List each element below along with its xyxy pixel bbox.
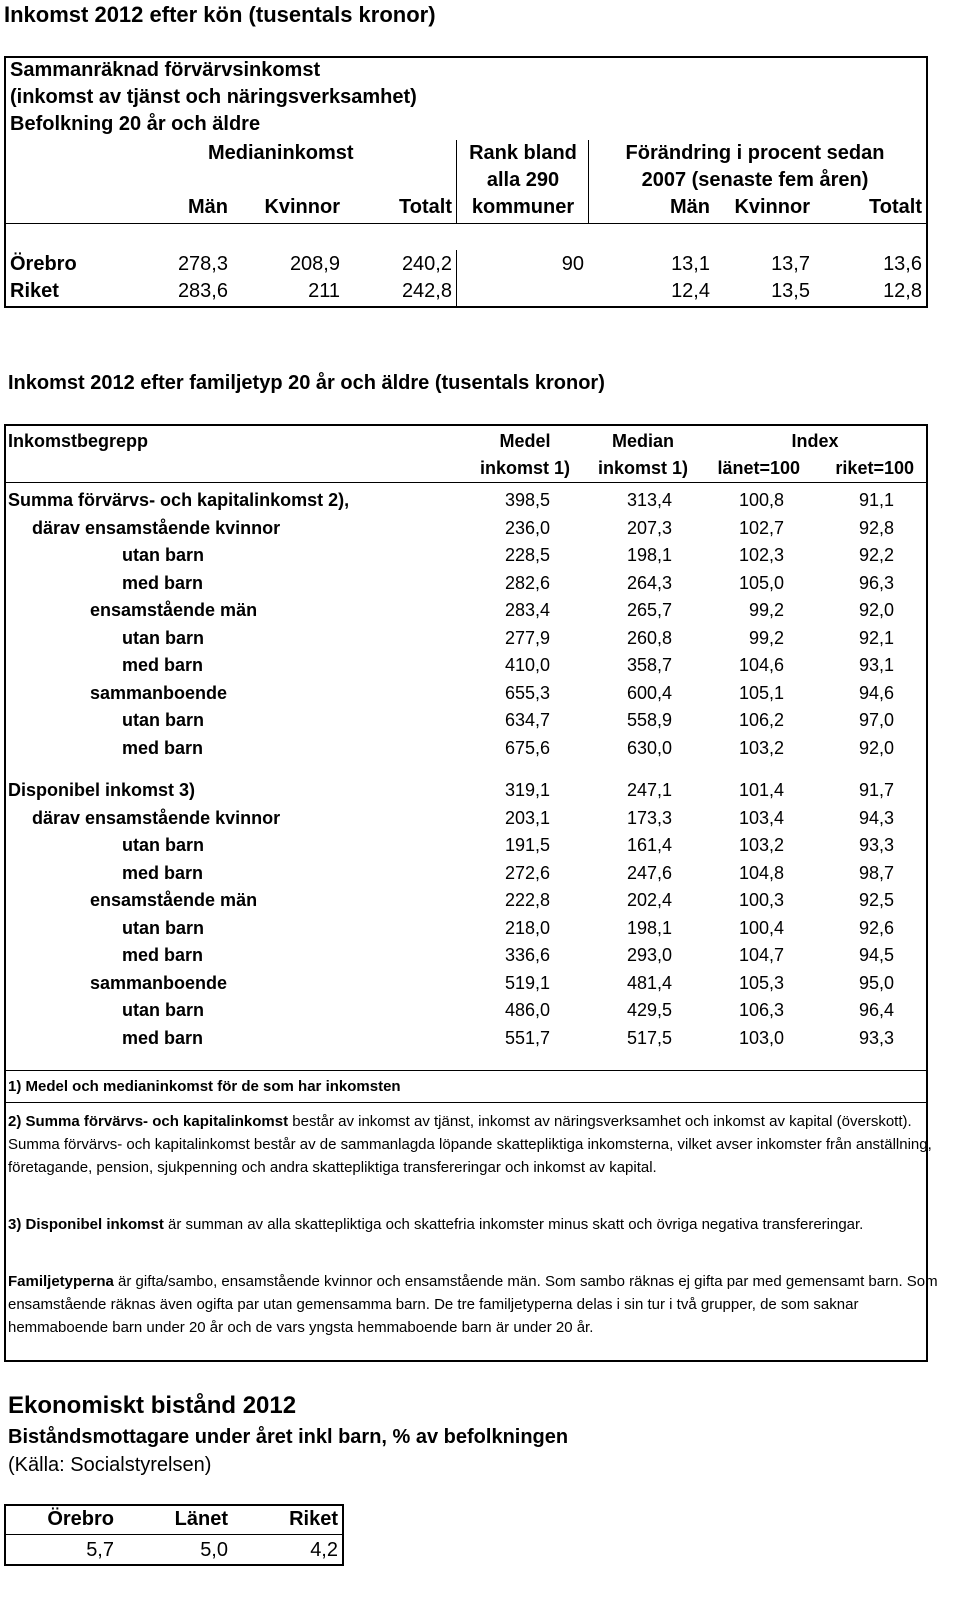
cell-index-lanet: 99,2 bbox=[748, 627, 784, 648]
footnote-3-text: är summan av alla skattepliktiga och skattefria inkomster minus skatt och övriga negativa transfereringar. bbox=[163, 1216, 864, 1233]
cell-median: 264,3 bbox=[626, 572, 672, 593]
cell-kvinnor: 208,9 bbox=[289, 253, 340, 275]
cell-medel: 486,0 bbox=[504, 1000, 550, 1020]
cell-index-lanet: 104,7 bbox=[738, 945, 784, 965]
table-row bbox=[0, 1000, 960, 1028]
cell-medel: 228,5 bbox=[504, 545, 550, 565]
cell-medel: 222,8 bbox=[504, 890, 550, 910]
cell-change-kvinnor: 13,7 bbox=[771, 253, 810, 275]
table-row bbox=[0, 738, 960, 766]
table-row bbox=[0, 1028, 960, 1056]
table-row bbox=[0, 545, 960, 573]
table-row bbox=[0, 973, 960, 1001]
row-label: med barn bbox=[122, 572, 204, 593]
change-header-2: 2007 (senaste fem åren) bbox=[641, 169, 869, 191]
table-row bbox=[0, 863, 960, 891]
cell-index-riket: 93,3 bbox=[858, 835, 894, 855]
row-label: utan barn bbox=[122, 627, 205, 648]
cell-medel: 272,6 bbox=[504, 862, 550, 883]
cell-median: 630,0 bbox=[626, 737, 672, 758]
cell-median: 265,7 bbox=[626, 600, 672, 620]
table-row bbox=[0, 253, 960, 281]
row-label: utan barn bbox=[122, 710, 205, 730]
section-title-bistand: Ekonomiskt bistånd 2012 bbox=[8, 1392, 297, 1419]
cell-index-lanet: 106,3 bbox=[738, 1000, 784, 1020]
cell-index-riket: 92,2 bbox=[858, 545, 894, 565]
bistand-header-orebro: Örebro bbox=[47, 1508, 114, 1530]
cell-medel: 634,7 bbox=[504, 710, 550, 730]
footnote-1: 1) Medel och medianinkomst för de som har inkomsten bbox=[8, 1078, 401, 1095]
cell-index-lanet: 103,2 bbox=[738, 737, 784, 758]
cell-kvinnor: 211 bbox=[308, 280, 340, 302]
row-label: sammanboende bbox=[90, 972, 228, 993]
cell-median: 481,4 bbox=[626, 972, 672, 993]
cell-man: 278,3 bbox=[177, 253, 228, 275]
cell-medel: 551,7 bbox=[504, 1027, 550, 1048]
cell-median: 161,4 bbox=[626, 835, 672, 855]
cell-index-riket: 91,7 bbox=[858, 780, 894, 800]
cell-rank: 90 bbox=[561, 253, 584, 275]
col-lanet: länet=100 bbox=[717, 458, 800, 478]
footnote-4-term: Familjetyperna bbox=[8, 1273, 114, 1290]
footnote-2-text: består av inkomst av tjänst, inkomst av näringsverksamhet och inkomst av kapital (överskott). Summa förvärvs- och kapitalinkomst består av de sammanlagda löpande skattepliktiga inkomsterna, vilket avser inkomster från anställning, företagande, pension, sjukpenning och andra skattepliktiga transfereringar och inkomst av kapital. bbox=[8, 1113, 932, 1176]
row-label: utan barn bbox=[122, 835, 205, 855]
col-median-2: inkomst 1) bbox=[597, 458, 689, 478]
cell-index-riket: 94,6 bbox=[858, 682, 894, 703]
cell-medel: 336,6 bbox=[504, 945, 550, 965]
table-row bbox=[0, 780, 960, 808]
table1-heading-line1: Sammanräknad förvärvsinkomst bbox=[10, 59, 321, 81]
cell-index-lanet: 100,8 bbox=[738, 490, 784, 510]
cell-index-riket: 93,3 bbox=[858, 1027, 894, 1048]
cell-median: 173,3 bbox=[626, 807, 672, 828]
median-group-header: Medianinkomst bbox=[208, 142, 354, 164]
table-row bbox=[0, 655, 960, 683]
cell-totalt: 242,8 bbox=[401, 280, 452, 302]
cell-index-riket: 91,1 bbox=[858, 490, 894, 510]
table-row bbox=[0, 835, 960, 863]
cell-medel: 675,6 bbox=[504, 737, 550, 758]
cell-index-lanet: 103,0 bbox=[738, 1027, 784, 1048]
cell-medel: 277,9 bbox=[504, 627, 550, 648]
rank-header-1: Rank bland bbox=[469, 142, 577, 164]
cell-index-riket: 92,1 bbox=[858, 627, 894, 648]
cell-median: 247,1 bbox=[626, 780, 672, 800]
table1-heading-line3: Befolkning 20 år och äldre bbox=[10, 113, 261, 135]
footnote-2 bbox=[8, 1110, 948, 1179]
cell-index-lanet: 102,7 bbox=[738, 517, 784, 538]
cell-medel: 218,0 bbox=[504, 917, 550, 938]
cell-index-riket: 92,5 bbox=[858, 890, 894, 910]
bistand-value-lanet: 5,0 bbox=[200, 1539, 228, 1561]
table-row bbox=[0, 890, 960, 918]
cell-index-riket: 94,5 bbox=[858, 945, 894, 965]
cell-medel: 319,1 bbox=[504, 780, 550, 800]
cell-medel: 236,0 bbox=[504, 517, 550, 538]
row-label: utan barn bbox=[122, 1000, 205, 1020]
cell-median: 207,3 bbox=[626, 517, 672, 538]
row-label: med barn bbox=[122, 655, 204, 675]
cell-index-lanet: 105,1 bbox=[738, 682, 784, 703]
cell-index-riket: 92,6 bbox=[858, 917, 894, 938]
col-inkomstbegrepp: Inkomstbegrepp bbox=[8, 431, 149, 451]
cell-index-lanet: 105,3 bbox=[738, 972, 784, 993]
section-subtitle-bistand: Biståndsmottagare under året inkl barn, % av befolkningen bbox=[8, 1426, 569, 1448]
col-kvinnor: Kvinnor bbox=[264, 196, 340, 218]
col-totalt: Totalt bbox=[399, 196, 452, 218]
cell-index-riket: 93,1 bbox=[858, 655, 894, 675]
cell-index-riket: 95,0 bbox=[858, 972, 894, 993]
cell-index-lanet: 103,4 bbox=[738, 807, 784, 828]
cell-index-riket: 97,0 bbox=[858, 710, 894, 730]
footnote-3 bbox=[8, 1213, 948, 1236]
cell-index-lanet: 104,8 bbox=[738, 862, 784, 883]
row-label: Disponibel inkomst 3) bbox=[8, 780, 196, 800]
col-medel-2: inkomst 1) bbox=[479, 458, 571, 478]
cell-median: 247,6 bbox=[626, 862, 672, 883]
table-row bbox=[0, 710, 960, 738]
col-kvinnor-change: Kvinnor bbox=[734, 196, 810, 218]
cell-medel: 655,3 bbox=[504, 682, 550, 703]
cell-index-riket: 96,4 bbox=[858, 1000, 894, 1020]
cell-change-totalt: 12,8 bbox=[883, 280, 922, 302]
row-label: Summa förvärvs- och kapitalinkomst 2), bbox=[8, 490, 350, 510]
row-label: därav ensamstående kvinnor bbox=[32, 517, 281, 538]
cell-medel: 203,1 bbox=[504, 807, 550, 828]
bistand-value-orebro: 5,7 bbox=[86, 1539, 114, 1561]
col-medel-1: Medel bbox=[499, 431, 551, 451]
row-label: sammanboende bbox=[90, 682, 228, 703]
cell-index-lanet: 106,2 bbox=[738, 710, 784, 730]
row-label: med barn bbox=[122, 737, 204, 758]
cell-index-riket: 92,8 bbox=[858, 517, 894, 538]
col-man: Män bbox=[188, 196, 228, 218]
cell-median: 358,7 bbox=[626, 655, 672, 675]
col-riket: riket=100 bbox=[835, 458, 914, 478]
cell-medel: 410,0 bbox=[504, 655, 550, 675]
row-label: Örebro bbox=[10, 253, 77, 275]
cell-median: 558,9 bbox=[626, 710, 672, 730]
cell-median: 429,5 bbox=[626, 1000, 672, 1020]
row-label: med barn bbox=[122, 1027, 204, 1048]
table-row bbox=[0, 683, 960, 711]
col-index: Index bbox=[791, 431, 839, 451]
cell-medel: 191,5 bbox=[504, 835, 550, 855]
rank-header-3: kommuner bbox=[471, 196, 575, 218]
col-totalt-change: Totalt bbox=[869, 196, 922, 218]
table-row bbox=[0, 945, 960, 973]
row-label: med barn bbox=[122, 862, 204, 883]
table-row bbox=[0, 573, 960, 601]
cell-medel: 519,1 bbox=[504, 972, 550, 993]
cell-median: 202,4 bbox=[626, 890, 672, 910]
row-label: utan barn bbox=[122, 917, 205, 938]
row-label: Riket bbox=[10, 280, 59, 302]
cell-index-lanet: 102,3 bbox=[738, 545, 784, 565]
cell-index-lanet: 103,2 bbox=[738, 835, 784, 855]
page-title: Inkomst 2012 efter kön (tusentals kronor) bbox=[4, 2, 436, 27]
cell-median: 260,8 bbox=[626, 627, 672, 648]
row-label: ensamstående män bbox=[90, 600, 258, 620]
col-median-1: Median bbox=[611, 431, 674, 451]
cell-index-riket: 92,0 bbox=[858, 737, 894, 758]
row-label: med barn bbox=[122, 945, 204, 965]
cell-index-lanet: 101,4 bbox=[738, 780, 784, 800]
change-header-1: Förändring i procent sedan bbox=[625, 142, 885, 164]
footnote-3-term: 3) Disponibel inkomst bbox=[8, 1216, 164, 1233]
cell-index-riket: 94,3 bbox=[858, 807, 894, 828]
footnote-2-term: 2) Summa förvärvs- och kapitalinkomst bbox=[8, 1113, 289, 1130]
row-label: ensamstående män bbox=[90, 890, 258, 910]
cell-median: 198,1 bbox=[626, 545, 672, 565]
cell-medel: 283,4 bbox=[504, 600, 550, 620]
table-row bbox=[0, 628, 960, 656]
cell-totalt: 240,2 bbox=[401, 253, 452, 275]
bistand-header-riket: Riket bbox=[289, 1508, 338, 1530]
cell-man: 283,6 bbox=[177, 280, 228, 302]
cell-index-lanet: 100,4 bbox=[738, 917, 784, 938]
table-row bbox=[0, 280, 960, 308]
table-row bbox=[0, 808, 960, 836]
footnote-4-text: är gifta/sambo, ensamstående kvinnor och ensamstående män. Som sambo räknas ej gifta par med gemensamt barn. Som ensamstående räknas även ogifta par utan gemensamma barn. De tre familjetyperna delas i sin tur i två grupper, de som saknar hemmaboende barn under 20 år och de vars yngsta hemmaboende barn är under 20 år. bbox=[8, 1273, 938, 1336]
source-note: (Källa: Socialstyrelsen) bbox=[8, 1454, 212, 1476]
cell-median: 293,0 bbox=[626, 945, 672, 965]
cell-medel: 282,6 bbox=[504, 572, 550, 593]
bistand-header-lanet: Länet bbox=[174, 1508, 228, 1530]
cell-median: 313,4 bbox=[626, 490, 672, 510]
rank-header-2: alla 290 bbox=[486, 169, 560, 191]
footnote-4 bbox=[8, 1270, 948, 1339]
cell-index-lanet: 99,2 bbox=[748, 600, 784, 620]
cell-index-lanet: 105,0 bbox=[738, 572, 784, 593]
table-row bbox=[0, 918, 960, 946]
col-man-change: Män bbox=[670, 196, 710, 218]
table-row bbox=[0, 490, 960, 518]
row-label: utan barn bbox=[122, 545, 205, 565]
cell-index-riket: 92,0 bbox=[858, 600, 894, 620]
cell-change-man: 12,4 bbox=[671, 280, 710, 302]
cell-change-totalt: 13,6 bbox=[883, 253, 922, 275]
cell-median: 600,4 bbox=[626, 682, 672, 703]
cell-index-lanet: 104,6 bbox=[738, 655, 784, 675]
cell-index-riket: 98,7 bbox=[858, 862, 894, 883]
cell-median: 517,5 bbox=[626, 1027, 672, 1048]
section-title-family: Inkomst 2012 efter familjetyp 20 år och äldre (tusentals kronor) bbox=[8, 372, 605, 394]
cell-median: 198,1 bbox=[626, 917, 672, 938]
cell-medel: 398,5 bbox=[504, 490, 550, 510]
cell-index-riket: 96,3 bbox=[858, 572, 894, 593]
table1-heading-line2: (inkomst av tjänst och näringsverksamhet) bbox=[10, 86, 417, 108]
table-row bbox=[0, 600, 960, 628]
cell-change-kvinnor: 13,5 bbox=[771, 280, 810, 302]
table-row bbox=[0, 518, 960, 546]
row-label: därav ensamstående kvinnor bbox=[32, 807, 281, 828]
cell-change-man: 13,1 bbox=[671, 253, 710, 275]
bistand-value-riket: 4,2 bbox=[310, 1539, 338, 1561]
cell-index-lanet: 100,3 bbox=[738, 890, 784, 910]
